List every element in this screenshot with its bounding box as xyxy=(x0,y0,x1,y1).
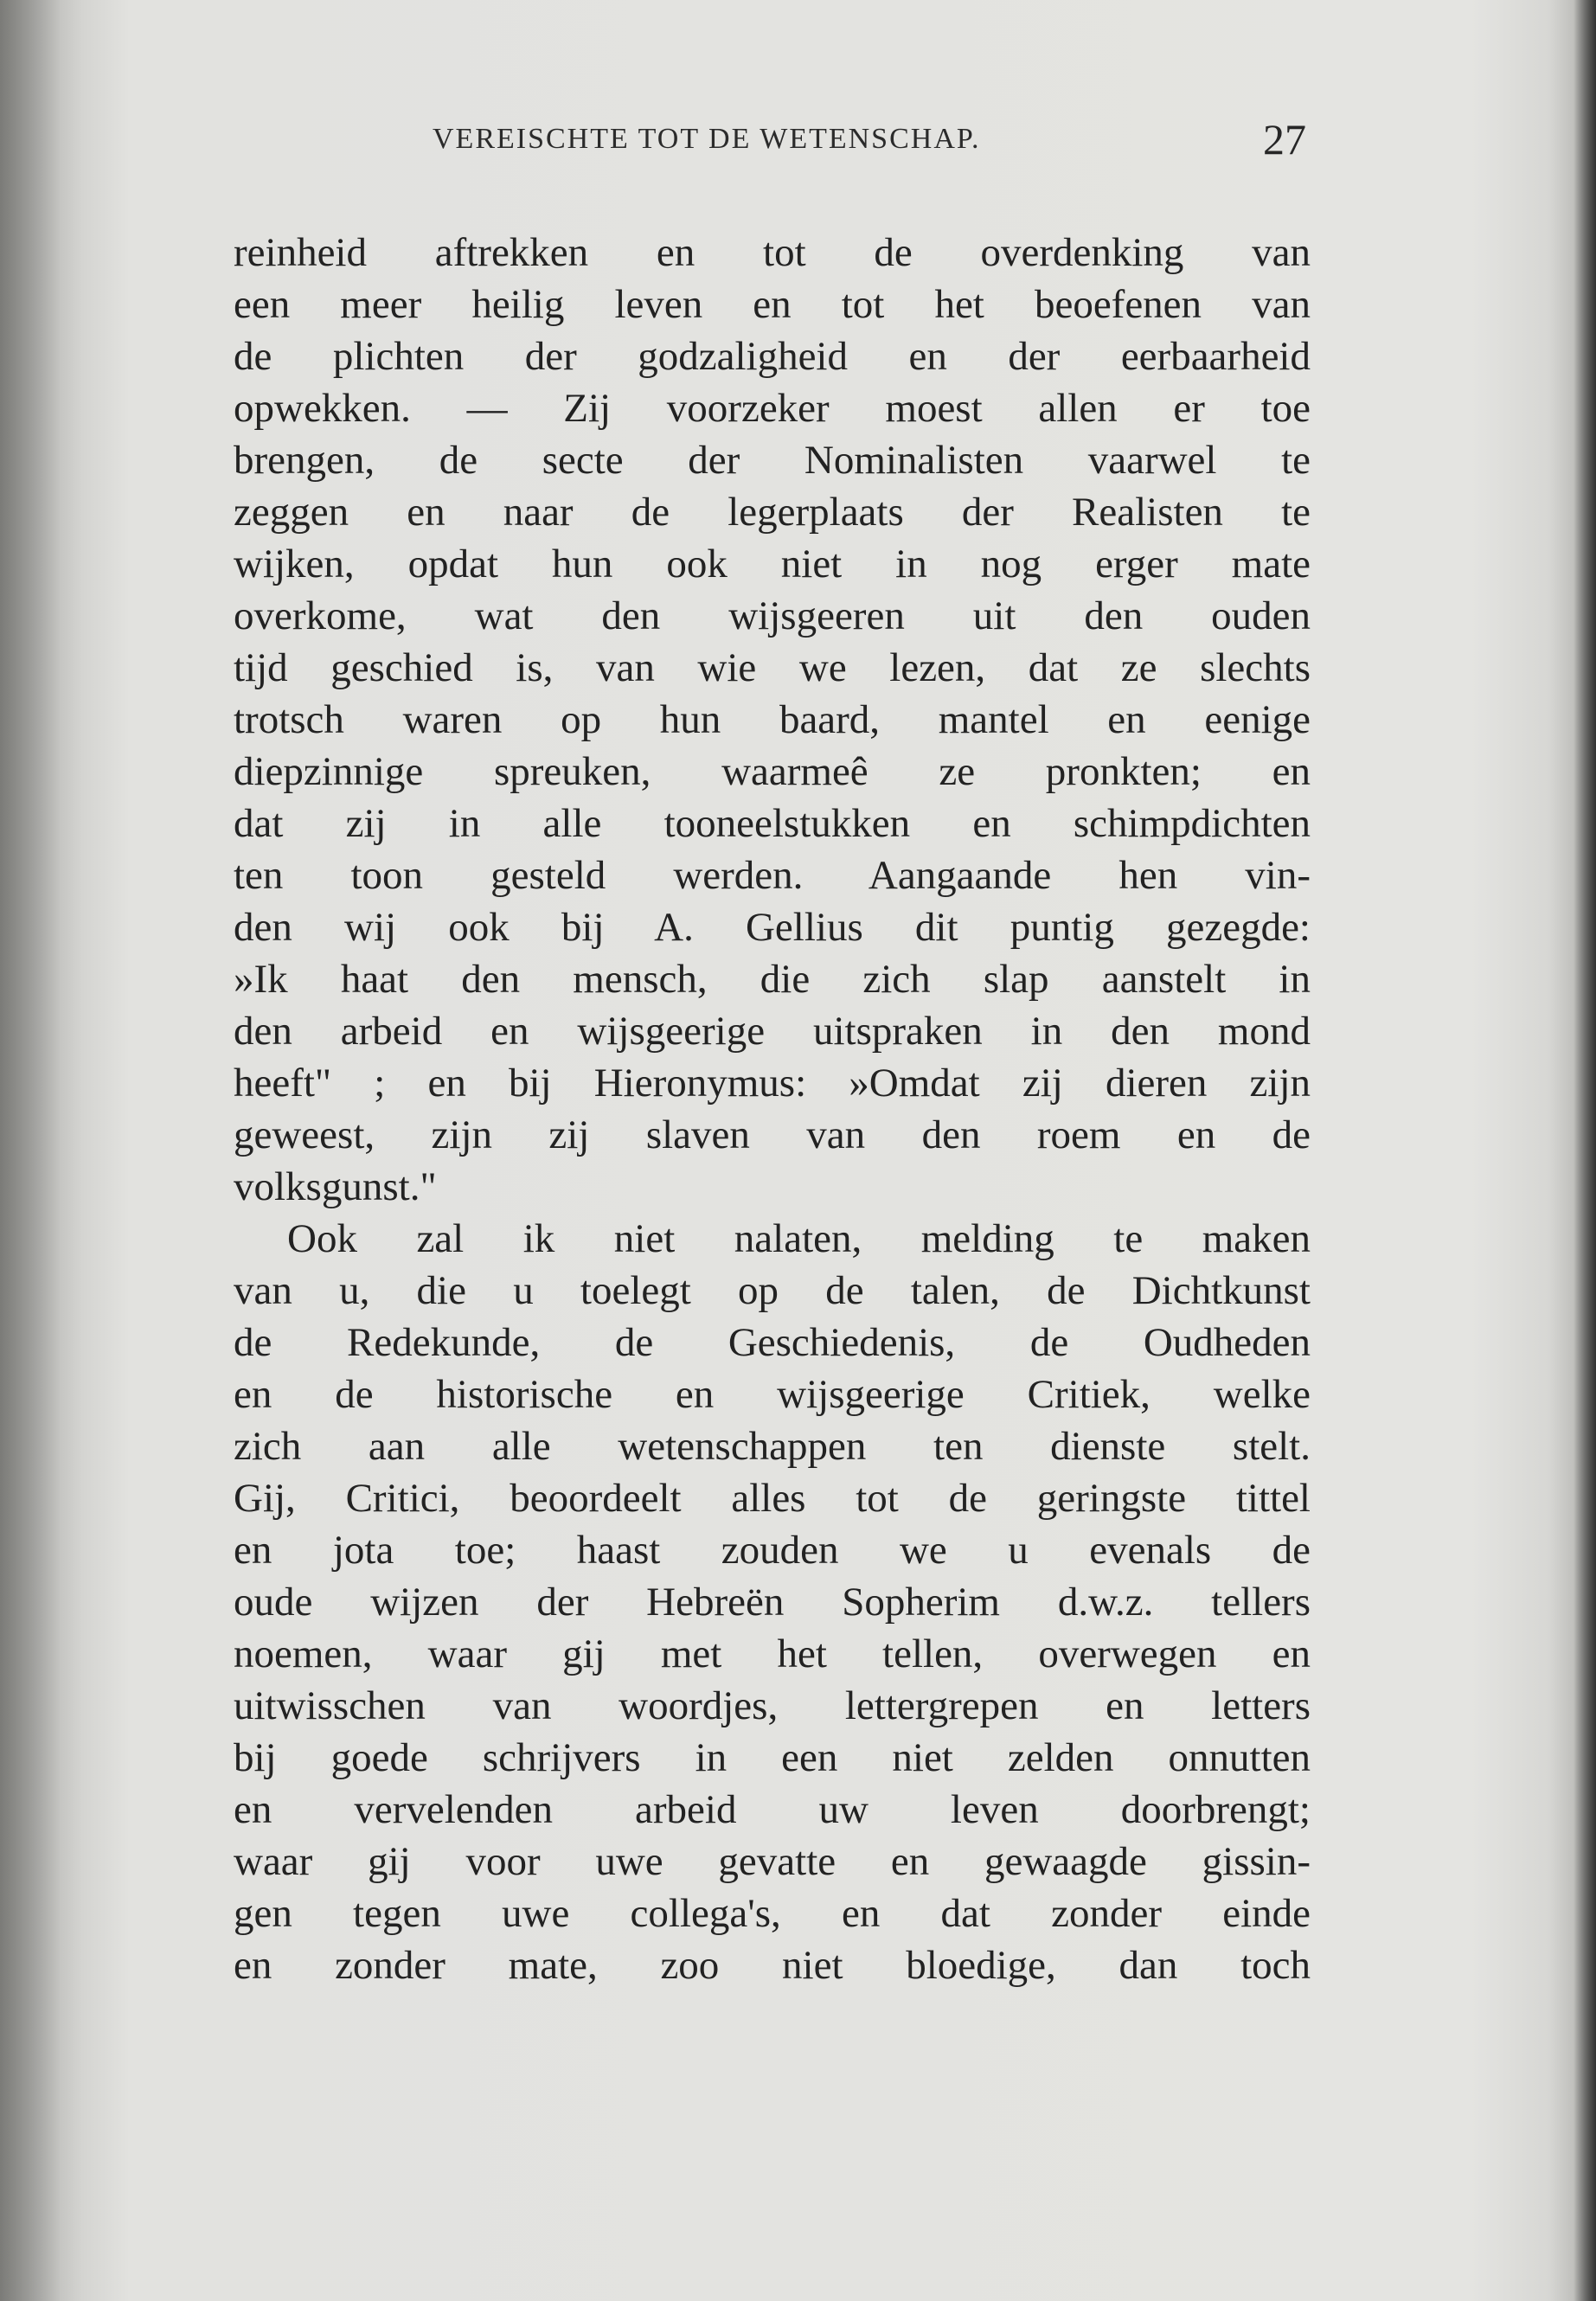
text-line: »Ik haat den mensch, die zich slap aanstelt in xyxy=(234,957,1311,1002)
text-line: en zonder mate, zoo niet bloedige, dan toch xyxy=(234,1943,1311,1988)
paragraph-end-line: volksgunst." xyxy=(234,1164,437,1209)
text-line: den wij ook bij A. Gellius dit puntig gezegde: xyxy=(234,905,1311,950)
text-line: wijken, opdat hun ook niet in nog erger mate xyxy=(234,542,1311,586)
text-line: overkome, wat den wijsgeeren uit den ouden xyxy=(234,593,1311,638)
text-line: van u, die u toelegt op de talen, de Dichtkunst xyxy=(234,1268,1311,1313)
text-line: gen tegen uwe collega's, en dat zonder einde xyxy=(234,1891,1311,1936)
text-line: opwekken. — Zij voorzeker moest allen er toe xyxy=(234,386,1311,431)
text-line: tijd geschied is, van wie we lezen, dat ze slechts xyxy=(234,645,1311,690)
text-line: waar gij voor uwe gevatte en gewaagde gissin- xyxy=(234,1839,1311,1884)
page-number: 27 xyxy=(1263,115,1306,163)
page-edge-shadow xyxy=(1574,0,1596,2301)
binding-shadow xyxy=(0,0,61,2301)
text-line: en vervelenden arbeid uw leven doorbrengt; xyxy=(234,1787,1311,1832)
running-title: VEREISCHTE TOT DE WETENSCHAP. xyxy=(433,123,981,155)
text-line: en jota toe; haast zouden we u evenals de xyxy=(234,1528,1311,1573)
text-line: Gij, Critici, beoordeelt alles tot de geringste tittel xyxy=(234,1476,1311,1521)
paragraph-start-line: Ook zal ik niet nalaten, melding te maken xyxy=(287,1216,1311,1261)
text-line: brengen, de secte der Nominalisten vaarwel te xyxy=(234,438,1311,483)
text-line: zeggen en naar de legerplaats der Realisten te xyxy=(234,490,1311,535)
text-line: reinheid aftrekken en tot de overdenking van xyxy=(234,230,1311,275)
text-line: de plichten der godzaligheid en der eerbaarheid xyxy=(234,334,1311,379)
text-line: een meer heilig leven en tot het beoefenen van xyxy=(234,282,1311,327)
text-line: oude wijzen der Hebreën Sopherim d.w.z. tellers xyxy=(234,1580,1311,1625)
text-line: de Redekunde, de Geschiedenis, de Oudheden xyxy=(234,1320,1311,1365)
text-line: dat zij in alle tooneelstukken en schimpdichten xyxy=(234,801,1311,846)
text-line: heeft" ; en bij Hieronymus: »Omdat zij dieren zijn xyxy=(234,1061,1311,1106)
text-line: uitwisschen van woordjes, lettergrepen en letters xyxy=(234,1683,1311,1728)
text-line: trotsch waren op hun baard, mantel en eenige xyxy=(234,697,1311,742)
text-line: zich aan alle wetenschappen ten dienste stelt. xyxy=(234,1424,1311,1469)
text-line: den arbeid en wijsgeerige uitspraken in den mond xyxy=(234,1009,1311,1054)
body-text xyxy=(234,227,1311,1991)
text-line: diepzinnige spreuken, waarmeê ze pronkten; en xyxy=(234,749,1311,794)
text-line: en de historische en wijsgeerige Critiek, welke xyxy=(234,1372,1311,1417)
text-line: ten toon gesteld werden. Aangaande hen vin- xyxy=(234,853,1311,898)
text-line: noemen, waar gij met het tellen, overwegen en xyxy=(234,1631,1311,1676)
text-line: bij goede schrijvers in een niet zelden onnutten xyxy=(234,1735,1311,1780)
text-line: geweest, zijn zij slaven van den roem en de xyxy=(234,1112,1311,1157)
